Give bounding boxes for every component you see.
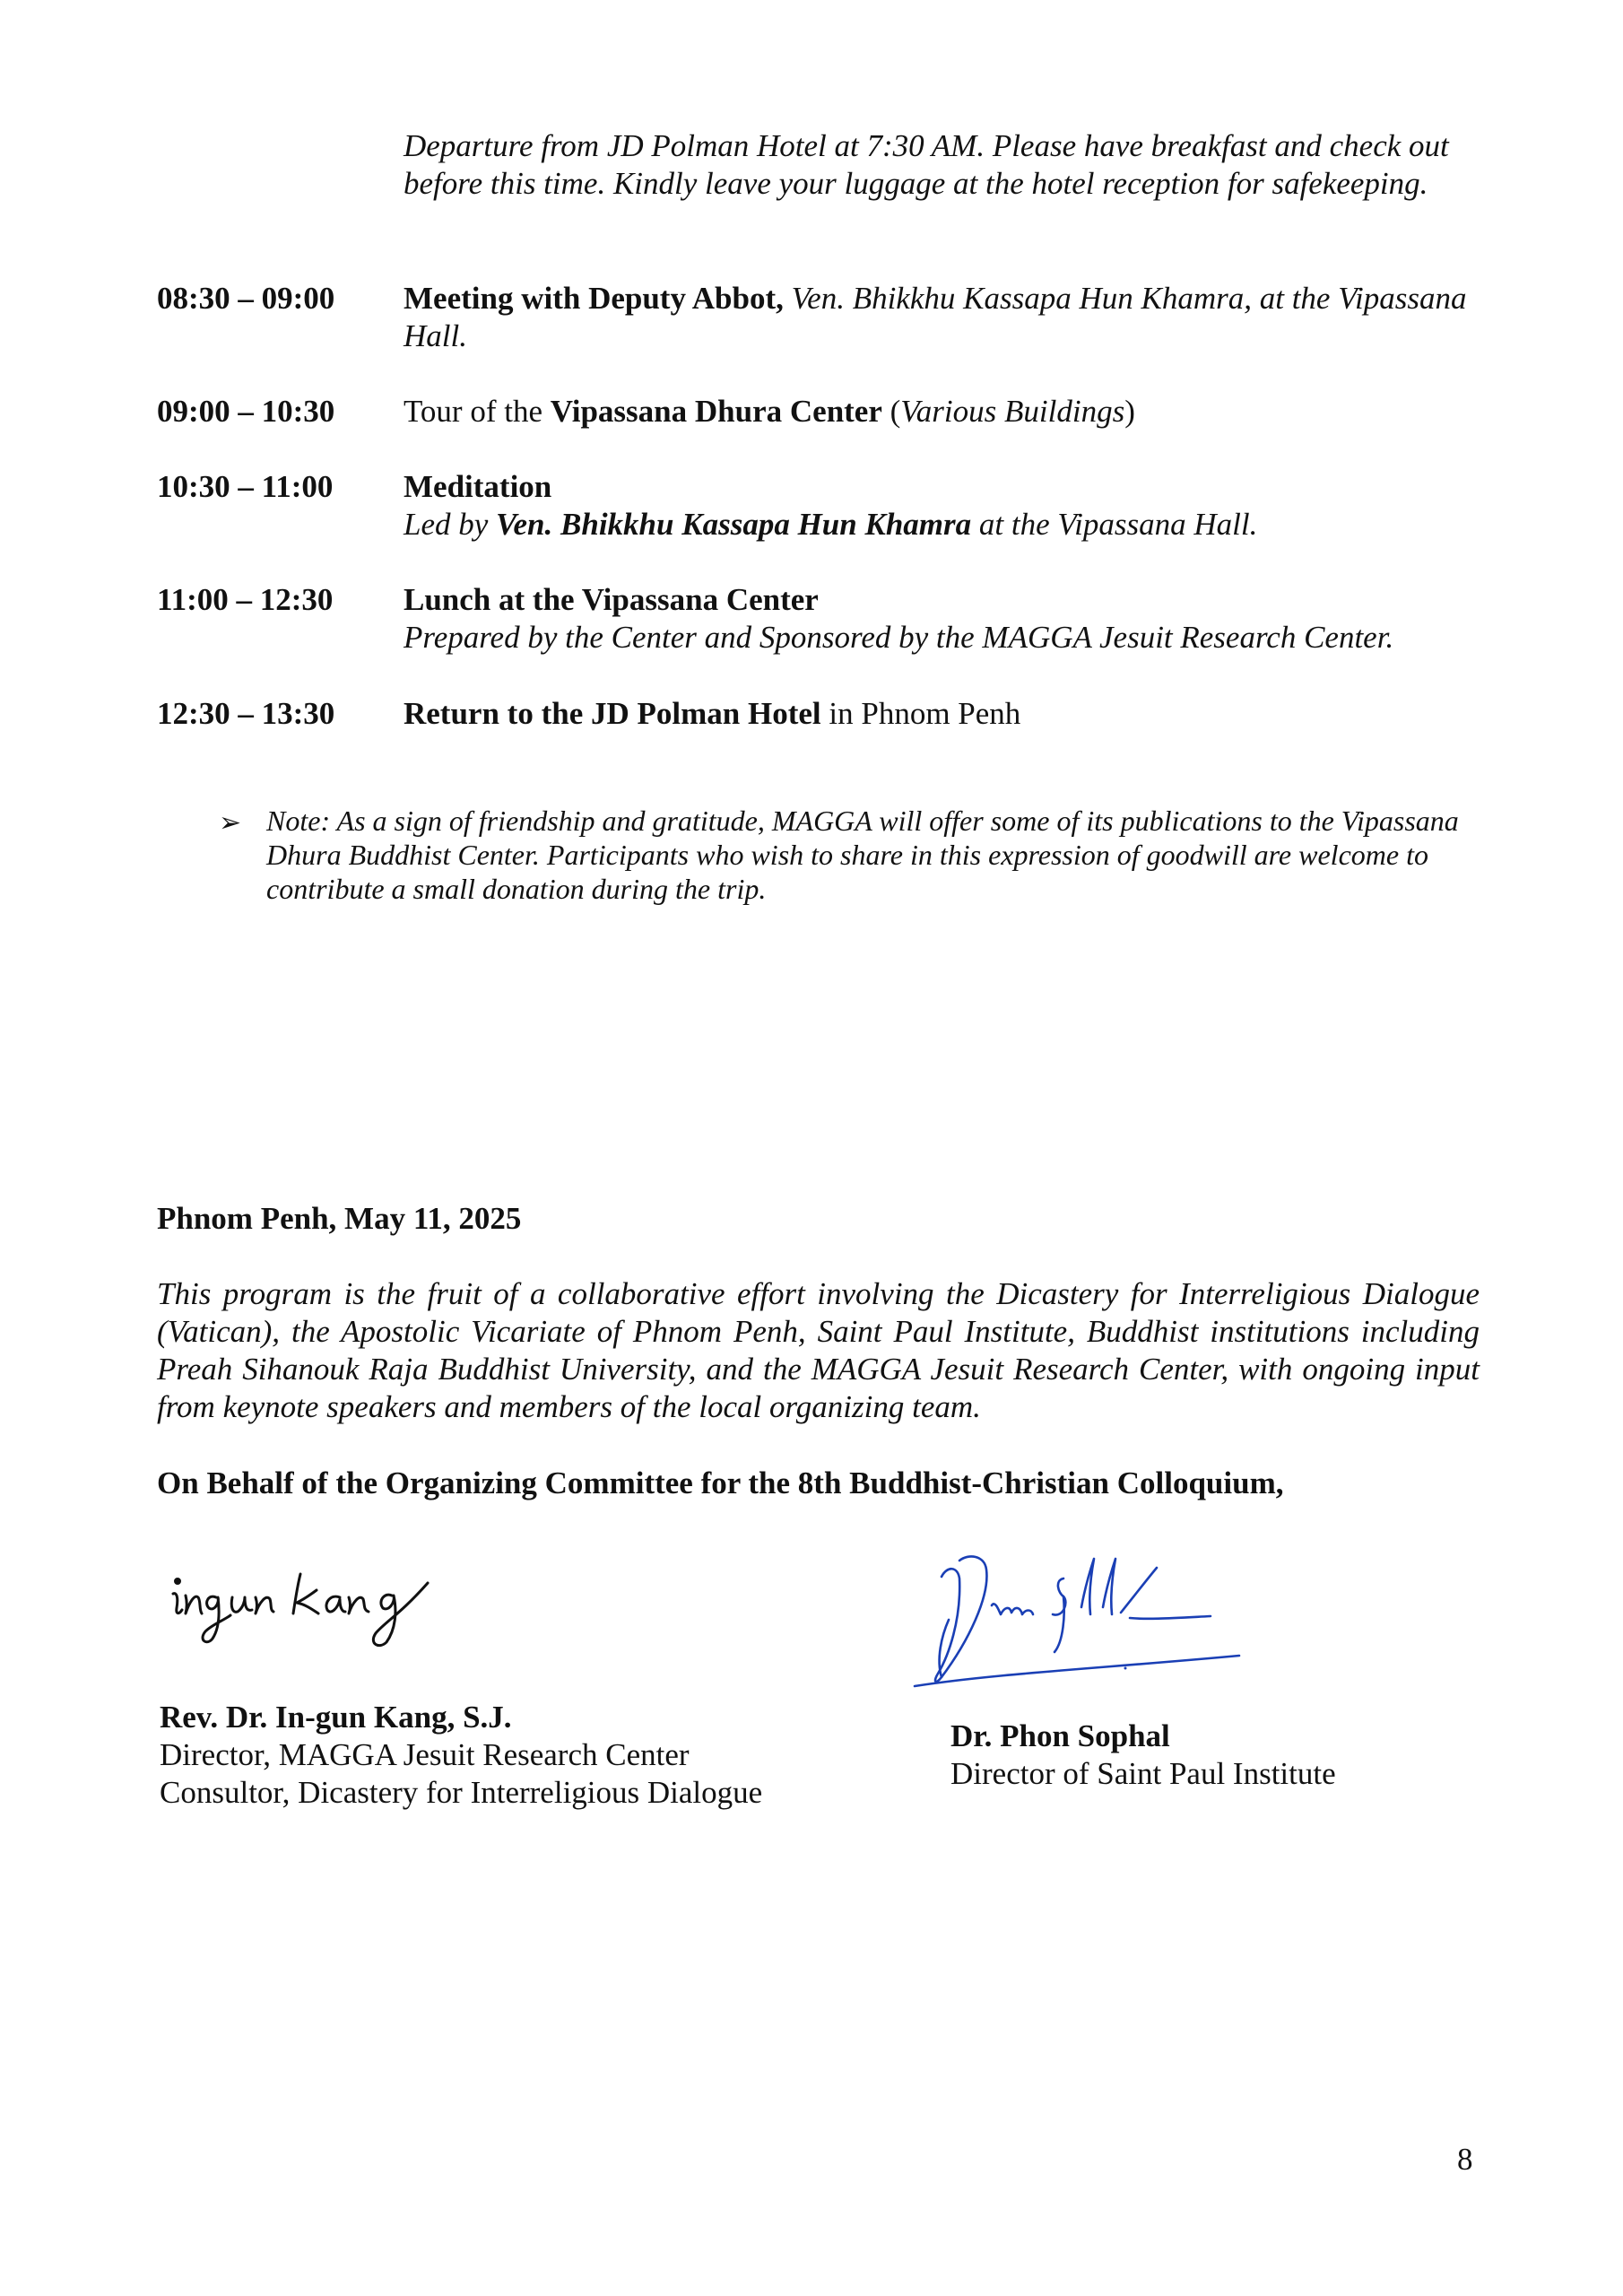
schedule-desc-3 — [404, 468, 1515, 544]
schedule-sub-4: Prepared by the Center and Sponsored by the MAGGA Jesuit Research Center. — [404, 620, 1394, 655]
schedule-detail-5: in Phnom Penh — [820, 696, 1021, 731]
signatory-name: Rev. Dr. In-gun Kang, S.J. — [160, 1700, 512, 1735]
behalf-line: On Behalf of the Organizing Committee for the 8th Buddhist-Christian Colloquium, — [157, 1465, 1284, 1500]
signatory-title: Director of Saint Paul Institute — [950, 1756, 1336, 1791]
schedule-time-2: 09:00 – 10:30 — [157, 394, 335, 429]
signatory-sophal — [950, 1718, 1336, 1793]
schedule-sub-3c: at the Vipassana Hall. — [971, 507, 1258, 542]
departure-note — [404, 127, 1488, 203]
schedule-desc-2 — [404, 393, 1515, 430]
paren-open: ( — [881, 394, 901, 429]
schedule-sub-3b: Ven. Bhikkhu Kassapa Hun Khamra — [496, 507, 972, 542]
signatory-title: Director, MAGGA Jesuit Research Center — [160, 1737, 690, 1772]
page-number: 8 — [1457, 2142, 1473, 2177]
signatory-name: Dr. Phon Sophal — [950, 1718, 1170, 1753]
signature-sophal — [906, 1543, 1246, 1695]
schedule-time-3: 10:30 – 11:00 — [157, 469, 334, 504]
schedule-desc-1 — [404, 280, 1515, 355]
schedule-detail-2: Various Buildings — [900, 394, 1125, 429]
schedule-desc-5 — [404, 695, 1515, 733]
departure-text: Departure from JD Polman Hotel at 7:30 AM. Please have breakfast and check out before this time. Kindly leave your luggage at the hotel reception for safekeeping. — [404, 128, 1449, 201]
schedule-time-4: 11:00 – 12:30 — [157, 582, 334, 617]
schedule-detail-1: Ven. Bhikkhu Kassapa Hun Khamra, at the Vipassana Hall. — [404, 281, 1467, 353]
date-line: Phnom Penh, May 11, 2025 — [157, 1201, 522, 1236]
collaboration-paragraph: This program is the fruit of a collaborative effort involving the Dicastery for Interreligious Dialogue (Vatican), the Apostolic Vicariate of Phnom Penh, Saint Paul Institute, Buddhist institutions including Preah Sihanouk Raja Buddhist University, and the MAGGA Jesuit Research Center, with ongoing input from keynote speakers and members of the local organizing team. — [157, 1276, 1480, 1424]
schedule-title-4: Lunch at the Vipassana Center — [404, 582, 819, 617]
signatory-title: Consultor, Dicastery for Interreligious Dialogue — [160, 1775, 763, 1810]
schedule-title-2: Vipassana Dhura Center — [550, 394, 882, 429]
schedule-desc-4 — [404, 581, 1515, 657]
donation-note: Note: As a sign of friendship and gratitude, MAGGA will offer some of its publications to the Vipassana Dhura Buddhist Center. Participants who wish to share in this expression of goodwill are welcome to contribute a small donation during the trip. — [266, 804, 1459, 905]
schedule-title-3: Meditation — [404, 469, 552, 504]
arrow-bullet-icon: ➢ — [219, 808, 242, 838]
schedule-time-1: 08:30 – 09:00 — [157, 281, 335, 316]
schedule-sub-3a: Led by — [404, 507, 497, 542]
signatory-kang — [160, 1699, 762, 1812]
schedule-time-5: 12:30 – 13:30 — [157, 696, 335, 731]
paren-close: ) — [1124, 394, 1135, 429]
schedule-title-5: Return to the JD Polman Hotel — [404, 696, 821, 731]
schedule-title-1: Meeting with Deputy Abbot, — [404, 281, 784, 316]
signature-kang — [166, 1556, 453, 1655]
schedule-text-2a: Tour of the — [404, 394, 551, 429]
